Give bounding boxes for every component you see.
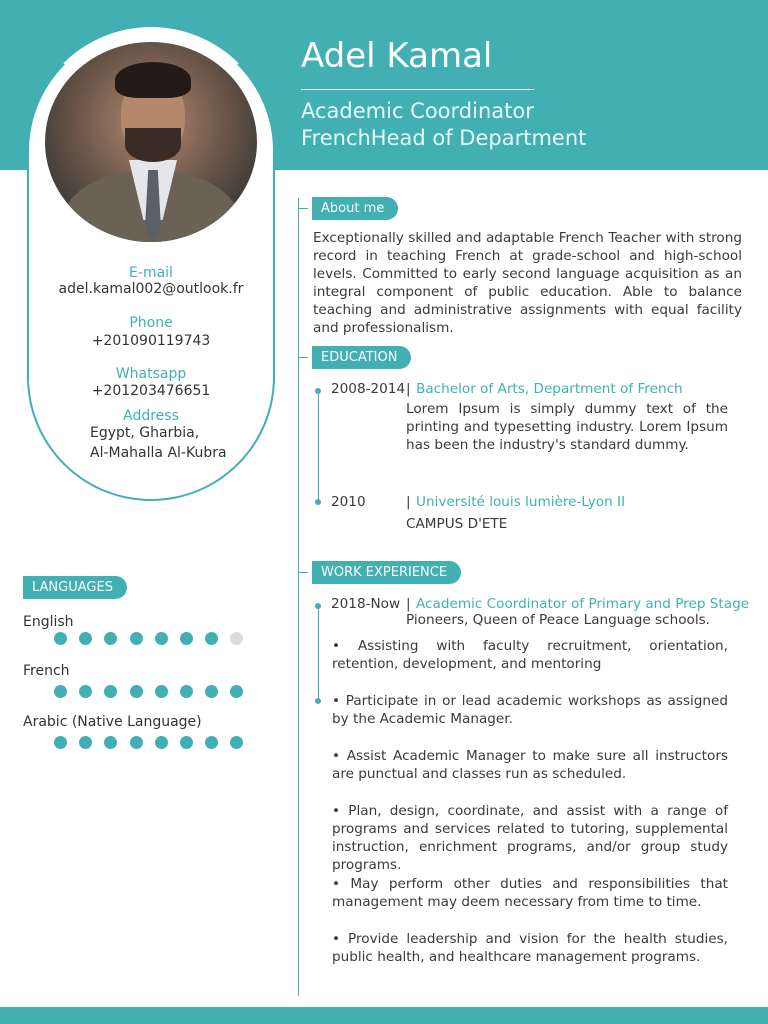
work-bullet: • May perform other duties and responsibilities that management may deem necessary from time to time. <box>332 876 728 910</box>
level-dot-filled <box>180 736 193 749</box>
education-desc: CAMPUS D'ETE <box>406 516 508 532</box>
work-bullet: • Assist Academic Manager to make sure all instructors are punctual and classes run as scheduled. <box>332 748 728 782</box>
level-dot-filled <box>54 736 67 749</box>
about-text: Exceptionally skilled and adaptable French Teacher with strong record in teaching French at grade-school and high-school levels. Committed to early second language acquisition as an integral component of public education. Able to balance teaching and administrative assignments with equal facility and professionalism. <box>313 230 742 336</box>
education-school: Université louis lumière-Lyon II <box>416 494 626 510</box>
level-dot-filled <box>230 736 243 749</box>
education-date: 2010 <box>331 494 366 510</box>
level-dot-filled <box>180 685 193 698</box>
timeline-dot <box>315 499 321 505</box>
level-dot-filled <box>155 632 168 645</box>
level-dot-filled <box>130 632 143 645</box>
level-dot-filled <box>104 736 117 749</box>
level-dot-filled <box>79 632 92 645</box>
languages-heading: LANGUAGES <box>23 576 127 599</box>
level-dot-filled <box>155 685 168 698</box>
email-value[interactable]: adel.kamal002@outlook.fr <box>58 281 244 297</box>
work-bullet: • Participate in or lead academic workshops as assigned by the Academic Manager. <box>332 693 728 727</box>
language-level-dots <box>54 736 243 749</box>
language-level-dots <box>54 685 243 698</box>
name-divider <box>301 89 534 90</box>
whatsapp-label: Whatsapp <box>115 366 187 382</box>
level-dot-filled <box>130 685 143 698</box>
education-degree: Bachelor of Arts, Department of French <box>416 381 683 397</box>
level-dot-filled <box>104 685 117 698</box>
level-dot-filled <box>205 632 218 645</box>
level-dot-filled <box>104 632 117 645</box>
separator: | <box>406 596 411 612</box>
language-name: French <box>23 663 70 679</box>
education-date: 2008-2014 <box>331 381 406 397</box>
level-dot-filled <box>230 685 243 698</box>
address-line-2: Al-Mahalla Al-Kubra <box>90 445 227 461</box>
work-title: Academic Coordinator of Primary and Prep Stage <box>416 596 750 612</box>
email-label: E-mail <box>129 265 173 281</box>
level-dot-filled <box>79 685 92 698</box>
timeline-tick <box>298 357 308 358</box>
level-dot-filled <box>205 736 218 749</box>
work-bullet: • Plan, design, coordinate, and assist with a range of programs and services related to tutoring, supplemental instruction, enrichment programs, and/or group study programs. <box>332 803 728 873</box>
education-heading: EDUCATION <box>312 346 411 369</box>
level-dot-filled <box>205 685 218 698</box>
timeline-dot <box>315 698 321 704</box>
timeline-dot <box>315 603 321 609</box>
footer-band <box>0 1007 768 1024</box>
level-dot-filled <box>180 632 193 645</box>
separator: | <box>406 494 411 510</box>
profile-photo <box>45 42 257 242</box>
level-dot-filled <box>130 736 143 749</box>
timeline-line <box>298 198 299 996</box>
person-name: Adel Kamal <box>301 36 493 76</box>
whatsapp-value[interactable]: +201203476651 <box>91 383 211 399</box>
level-dot-filled <box>54 632 67 645</box>
work-bullet: • Assisting with faculty recruitment, orientation, retention, development, and mentoring <box>332 638 728 672</box>
language-name: Arabic (Native Language) <box>23 714 202 730</box>
address-line-1: Egypt, Gharbia, <box>90 425 200 441</box>
language-name: English <box>23 614 74 630</box>
level-dot-filled <box>54 685 67 698</box>
level-dot-filled <box>79 736 92 749</box>
level-dot-filled <box>155 736 168 749</box>
level-dot-empty <box>230 632 243 645</box>
education-desc: Lorem Ipsum is simply dummy text of the printing and typesetting industry. Lorem Ipsum has been the industry's standard dummy. <box>406 401 728 453</box>
language-level-dots <box>54 632 243 645</box>
job-title-line-2: FrenchHead of Department <box>301 126 587 150</box>
work-date: 2018-Now <box>331 596 401 612</box>
work-subline <box>318 606 319 701</box>
timeline-tick <box>298 208 308 209</box>
separator: | <box>406 381 411 397</box>
phone-label: Phone <box>129 315 173 331</box>
work-heading: WORK EXPERIENCE <box>312 561 461 584</box>
education-subline <box>318 391 319 502</box>
address-label: Address <box>123 408 179 424</box>
timeline-dot <box>315 388 321 394</box>
job-title-line-1: Academic Coordinator <box>301 99 534 123</box>
phone-value[interactable]: +201090119743 <box>91 333 211 349</box>
about-heading: About me <box>312 197 398 220</box>
work-bullet: • Provide leadership and vision for the health studies, public health, and healthcare management programs. <box>332 931 728 965</box>
work-company: Pioneers, Queen of Peace Language schools. <box>406 612 711 628</box>
timeline-tick <box>298 572 308 573</box>
